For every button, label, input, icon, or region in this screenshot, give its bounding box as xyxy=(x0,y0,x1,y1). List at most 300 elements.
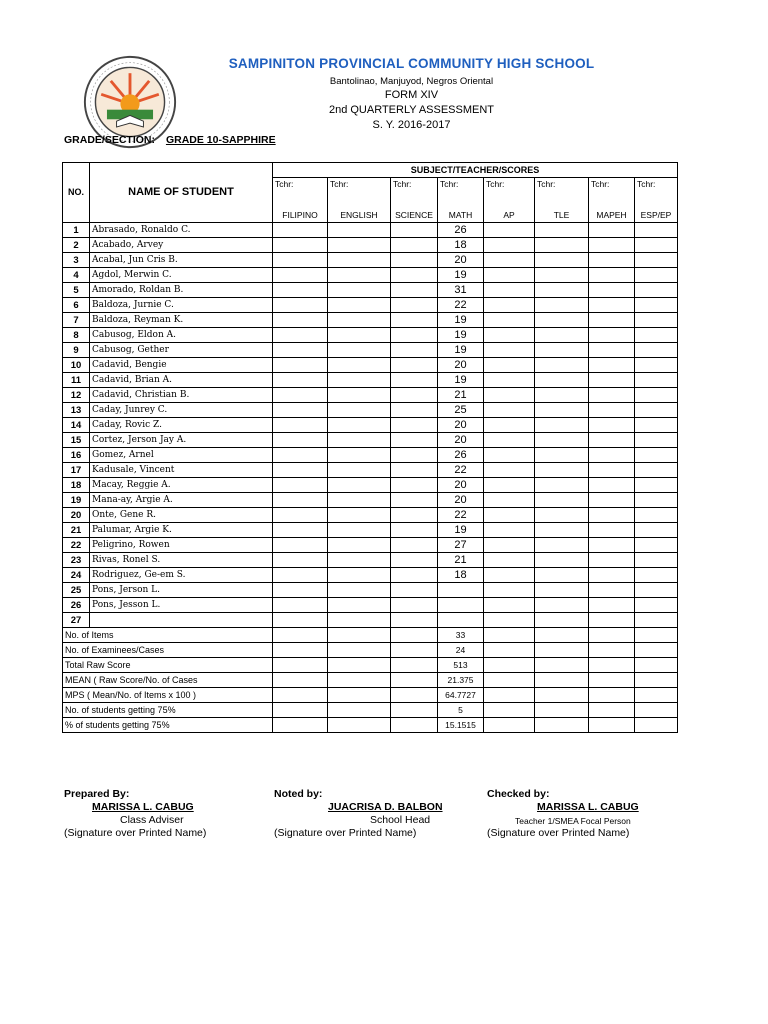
teacher-label: Tchr: xyxy=(484,178,535,209)
stat-label: MPS ( Mean/No. of Items x 100 ) xyxy=(63,688,273,703)
score-cell xyxy=(484,433,535,448)
score-cell xyxy=(391,598,438,613)
score-cell: 20 xyxy=(438,478,484,493)
score-cell xyxy=(589,238,635,253)
score-cell xyxy=(589,523,635,538)
stat-value: 64.7727 xyxy=(438,688,484,703)
stat-value xyxy=(328,628,391,643)
score-cell xyxy=(391,388,438,403)
school-name: SAMPINITON PROVINCIAL COMMUNITY HIGH SCHOOL xyxy=(228,56,595,71)
stat-row xyxy=(63,718,678,733)
score-cell xyxy=(635,388,678,403)
score-cell xyxy=(328,598,391,613)
score-cell xyxy=(328,433,391,448)
student-row xyxy=(63,313,678,328)
stat-value xyxy=(589,628,635,643)
stat-value xyxy=(328,703,391,718)
teacher-label: Tchr: xyxy=(589,178,635,209)
score-cell xyxy=(273,448,328,463)
stat-value xyxy=(328,658,391,673)
score-cell xyxy=(328,313,391,328)
score-cell xyxy=(635,508,678,523)
score-cell xyxy=(589,568,635,583)
score-cell xyxy=(535,553,589,568)
student-name: Cortez, Jerson Jay A. xyxy=(90,433,273,448)
stat-row xyxy=(63,688,678,703)
score-cell xyxy=(328,508,391,523)
student-number: 9 xyxy=(63,343,90,358)
stat-label: % of students getting 75% xyxy=(63,718,273,733)
stat-value xyxy=(484,628,535,643)
stat-value xyxy=(328,718,391,733)
stat-value xyxy=(273,658,328,673)
score-cell xyxy=(635,223,678,238)
student-row xyxy=(63,508,678,523)
noted-by-label: Noted by: xyxy=(274,788,323,800)
score-cell xyxy=(273,598,328,613)
prepared-by-title: Class Adviser xyxy=(120,814,184,826)
stat-value xyxy=(273,718,328,733)
score-cell xyxy=(635,298,678,313)
score-cell xyxy=(635,493,678,508)
score-cell xyxy=(589,298,635,313)
stat-label: No. of Examinees/Cases xyxy=(63,643,273,658)
score-cell xyxy=(273,478,328,493)
assessment-title: 2nd QUARTERLY ASSESSMENT xyxy=(328,104,495,116)
score-cell xyxy=(328,568,391,583)
student-name: Pons, Jesson L. xyxy=(90,598,273,613)
student-name: Acabal, Jun Cris B. xyxy=(90,253,273,268)
score-cell xyxy=(635,538,678,553)
score-cell: 22 xyxy=(438,298,484,313)
score-cell xyxy=(484,568,535,583)
score-cell xyxy=(589,433,635,448)
score-cell xyxy=(328,583,391,598)
student-number: 15 xyxy=(63,433,90,448)
student-row xyxy=(63,598,678,613)
score-cell xyxy=(589,553,635,568)
stat-value: 21.375 xyxy=(438,673,484,688)
prepared-by-block xyxy=(64,788,264,839)
score-cell xyxy=(635,523,678,538)
score-cell xyxy=(635,358,678,373)
stat-value xyxy=(535,628,589,643)
subject-header: ESP/EP xyxy=(635,208,678,223)
checked-by-title: Teacher 1/SMEA Focal Person xyxy=(515,816,631,826)
stat-value xyxy=(391,628,438,643)
noted-by-name: JUACRISA D. BALBON xyxy=(328,801,443,813)
student-name: Caday, Junrey C. xyxy=(90,403,273,418)
stat-value: 15.1515 xyxy=(438,718,484,733)
stat-value xyxy=(589,643,635,658)
score-cell xyxy=(635,433,678,448)
stat-value xyxy=(635,703,678,718)
score-cell xyxy=(589,283,635,298)
student-row xyxy=(63,613,678,628)
score-cell xyxy=(589,328,635,343)
student-name: Onte, Gene R. xyxy=(90,508,273,523)
stat-value xyxy=(273,673,328,688)
student-number: 8 xyxy=(63,328,90,343)
student-number: 7 xyxy=(63,313,90,328)
teacher-label: Tchr: xyxy=(273,178,328,209)
student-row xyxy=(63,583,678,598)
score-cell xyxy=(535,373,589,388)
score-cell xyxy=(589,583,635,598)
stat-value xyxy=(391,703,438,718)
stat-value xyxy=(635,628,678,643)
score-cell xyxy=(328,463,391,478)
score-cell xyxy=(535,433,589,448)
score-cell xyxy=(273,553,328,568)
student-number: 18 xyxy=(63,478,90,493)
score-cell xyxy=(328,388,391,403)
score-cell xyxy=(635,553,678,568)
score-cell xyxy=(635,598,678,613)
student-row xyxy=(63,238,678,253)
checked-by-name: MARISSA L. CABUG xyxy=(537,801,639,813)
student-number: 22 xyxy=(63,538,90,553)
score-cell xyxy=(391,343,438,358)
subject-group-header: SUBJECT/TEACHER/SCORES xyxy=(273,163,678,178)
score-cell xyxy=(484,388,535,403)
student-name: Cabusog, Gether xyxy=(90,343,273,358)
subject-header: FILIPINO xyxy=(273,208,328,223)
student-number: 25 xyxy=(63,583,90,598)
stat-value xyxy=(589,703,635,718)
student-row xyxy=(63,328,678,343)
stat-value xyxy=(635,673,678,688)
score-cell xyxy=(484,298,535,313)
score-cell xyxy=(391,463,438,478)
stat-value xyxy=(484,703,535,718)
score-cell xyxy=(328,448,391,463)
score-cell xyxy=(273,313,328,328)
student-row xyxy=(63,223,678,238)
score-cell xyxy=(535,403,589,418)
score-cell xyxy=(391,268,438,283)
student-number: 17 xyxy=(63,463,90,478)
score-cell xyxy=(391,508,438,523)
score-cell xyxy=(535,268,589,283)
stat-value xyxy=(635,718,678,733)
score-cell xyxy=(484,448,535,463)
stat-value xyxy=(391,673,438,688)
score-cell xyxy=(589,493,635,508)
score-cell: 27 xyxy=(438,538,484,553)
student-name: Rivas, Ronel S. xyxy=(90,553,273,568)
stat-value xyxy=(328,673,391,688)
score-cell xyxy=(484,478,535,493)
score-cell xyxy=(635,403,678,418)
score-cell xyxy=(635,583,678,598)
student-row xyxy=(63,253,678,268)
score-cell xyxy=(438,583,484,598)
student-row xyxy=(63,403,678,418)
student-number: 16 xyxy=(63,448,90,463)
score-cell xyxy=(484,493,535,508)
student-name: Pons, Jerson L. xyxy=(90,583,273,598)
score-cell xyxy=(589,358,635,373)
score-cell xyxy=(273,283,328,298)
score-cell xyxy=(273,568,328,583)
score-cell xyxy=(589,253,635,268)
student-row xyxy=(63,418,678,433)
score-cell xyxy=(391,418,438,433)
score-cell xyxy=(273,433,328,448)
score-cell: 18 xyxy=(438,568,484,583)
score-cell xyxy=(391,433,438,448)
checked-by-note: (Signature over Printed Name) xyxy=(487,827,630,839)
prepared-by-note: (Signature over Printed Name) xyxy=(64,827,207,839)
teacher-label: Tchr: xyxy=(328,178,391,209)
subject-header: SCIENCE xyxy=(391,208,438,223)
checked-by-label: Checked by: xyxy=(487,788,550,800)
student-number: 20 xyxy=(63,508,90,523)
checked-by-block xyxy=(487,788,687,839)
student-number: 1 xyxy=(63,223,90,238)
score-cell: 22 xyxy=(438,463,484,478)
subject-header: AP xyxy=(484,208,535,223)
score-cell xyxy=(438,598,484,613)
student-name: Caday, Rovic Z. xyxy=(90,418,273,433)
score-cell: 19 xyxy=(438,313,484,328)
score-cell: 25 xyxy=(438,403,484,418)
score-cell xyxy=(484,553,535,568)
student-name xyxy=(90,613,273,628)
score-table xyxy=(62,162,678,733)
score-cell xyxy=(391,373,438,388)
stat-value: 513 xyxy=(438,658,484,673)
score-cell xyxy=(328,358,391,373)
score-cell xyxy=(273,298,328,313)
stat-value xyxy=(535,718,589,733)
stat-label: No. of students getting 75% xyxy=(63,703,273,718)
student-name: Baldoza, Jurnie C. xyxy=(90,298,273,313)
score-cell xyxy=(535,388,589,403)
score-cell xyxy=(635,283,678,298)
score-cell: 19 xyxy=(438,523,484,538)
subject-header: MAPEH xyxy=(589,208,635,223)
student-row xyxy=(63,523,678,538)
score-cell xyxy=(391,583,438,598)
score-cell xyxy=(635,343,678,358)
student-number: 14 xyxy=(63,418,90,433)
score-cell xyxy=(273,358,328,373)
score-cell xyxy=(484,253,535,268)
grade-section xyxy=(64,134,276,146)
score-cell xyxy=(535,478,589,493)
score-cell xyxy=(535,313,589,328)
noted-by-block xyxy=(274,788,474,839)
student-number: 11 xyxy=(63,373,90,388)
score-cell xyxy=(635,568,678,583)
no-header: NO. xyxy=(63,163,90,223)
score-cell xyxy=(328,223,391,238)
stat-label: Total Raw Score xyxy=(63,658,273,673)
score-cell xyxy=(328,493,391,508)
score-cell xyxy=(484,508,535,523)
score-cell: 31 xyxy=(438,283,484,298)
student-row xyxy=(63,493,678,508)
score-cell xyxy=(484,598,535,613)
score-cell: 26 xyxy=(438,223,484,238)
score-cell xyxy=(273,343,328,358)
score-cell xyxy=(484,328,535,343)
stat-value xyxy=(589,718,635,733)
student-number: 2 xyxy=(63,238,90,253)
student-name: Macay, Reggie A. xyxy=(90,478,273,493)
score-cell xyxy=(589,418,635,433)
score-cell xyxy=(391,448,438,463)
score-cell: 20 xyxy=(438,493,484,508)
score-cell xyxy=(328,613,391,628)
score-cell xyxy=(391,223,438,238)
stat-row xyxy=(63,628,678,643)
score-cell xyxy=(391,493,438,508)
score-cell xyxy=(589,463,635,478)
score-cell xyxy=(273,238,328,253)
score-cell xyxy=(635,448,678,463)
score-cell xyxy=(635,613,678,628)
subject-header: TLE xyxy=(535,208,589,223)
score-cell xyxy=(535,598,589,613)
score-cell xyxy=(273,418,328,433)
score-cell xyxy=(328,418,391,433)
score-cell xyxy=(273,373,328,388)
stat-value xyxy=(635,643,678,658)
score-cell xyxy=(484,268,535,283)
student-name: Gomez, Arnel xyxy=(90,448,273,463)
score-cell xyxy=(535,523,589,538)
score-cell xyxy=(484,613,535,628)
score-cell xyxy=(273,388,328,403)
score-cell xyxy=(589,223,635,238)
student-row xyxy=(63,463,678,478)
student-number: 19 xyxy=(63,493,90,508)
score-cell xyxy=(273,253,328,268)
score-cell: 21 xyxy=(438,388,484,403)
teacher-label: Tchr: xyxy=(635,178,678,209)
score-cell xyxy=(391,538,438,553)
score-cell xyxy=(391,283,438,298)
stat-value xyxy=(391,688,438,703)
score-cell xyxy=(589,343,635,358)
score-cell xyxy=(391,253,438,268)
score-cell xyxy=(484,358,535,373)
score-cell xyxy=(273,493,328,508)
student-name: Cabusog, Eldon A. xyxy=(90,328,273,343)
score-cell xyxy=(484,418,535,433)
score-cell xyxy=(328,328,391,343)
score-cell xyxy=(391,478,438,493)
score-cell xyxy=(273,328,328,343)
noted-by-title: School Head xyxy=(370,814,431,826)
score-cell xyxy=(273,508,328,523)
score-cell xyxy=(328,478,391,493)
stat-value xyxy=(589,658,635,673)
student-number: 21 xyxy=(63,523,90,538)
student-number: 12 xyxy=(63,388,90,403)
student-number: 27 xyxy=(63,613,90,628)
score-cell: 19 xyxy=(438,343,484,358)
score-cell xyxy=(535,463,589,478)
score-cell xyxy=(484,343,535,358)
score-cell xyxy=(589,268,635,283)
score-cell xyxy=(535,223,589,238)
score-cell xyxy=(589,403,635,418)
student-name: Cadavid, Bengie xyxy=(90,358,273,373)
subject-header: ENGLISH xyxy=(328,208,391,223)
score-cell xyxy=(391,568,438,583)
stat-value xyxy=(484,718,535,733)
score-cell xyxy=(535,298,589,313)
stat-value xyxy=(273,688,328,703)
score-cell xyxy=(635,268,678,283)
stat-value xyxy=(484,643,535,658)
stat-row xyxy=(63,703,678,718)
score-cell xyxy=(589,538,635,553)
student-row xyxy=(63,373,678,388)
student-row xyxy=(63,343,678,358)
score-cell xyxy=(635,478,678,493)
score-cell xyxy=(328,298,391,313)
student-number: 6 xyxy=(63,298,90,313)
score-cell xyxy=(328,523,391,538)
stat-value xyxy=(484,673,535,688)
score-cell xyxy=(484,538,535,553)
score-cell xyxy=(635,328,678,343)
teacher-label: Tchr: xyxy=(438,178,484,209)
student-row xyxy=(63,568,678,583)
score-cell xyxy=(328,253,391,268)
score-cell xyxy=(273,223,328,238)
student-number: 10 xyxy=(63,358,90,373)
student-number: 13 xyxy=(63,403,90,418)
stat-value xyxy=(484,658,535,673)
score-cell xyxy=(328,343,391,358)
score-cell xyxy=(635,253,678,268)
score-cell xyxy=(535,448,589,463)
stat-value xyxy=(535,688,589,703)
stat-value xyxy=(484,688,535,703)
stat-value xyxy=(535,703,589,718)
score-cell xyxy=(391,553,438,568)
score-cell xyxy=(635,373,678,388)
stat-value: 24 xyxy=(438,643,484,658)
stat-value xyxy=(535,673,589,688)
score-cell xyxy=(535,358,589,373)
student-name: Amorado, Roldan B. xyxy=(90,283,273,298)
student-name: Cadavid, Christian B. xyxy=(90,388,273,403)
stat-value xyxy=(273,628,328,643)
subject-header: MATH xyxy=(438,208,484,223)
score-cell: 19 xyxy=(438,268,484,283)
score-cell xyxy=(484,313,535,328)
student-name: Peligrino, Rowen xyxy=(90,538,273,553)
score-cell xyxy=(391,613,438,628)
score-cell xyxy=(589,373,635,388)
score-cell xyxy=(535,583,589,598)
student-number: 26 xyxy=(63,598,90,613)
prepared-by-label: Prepared By: xyxy=(64,788,130,800)
table-header-row xyxy=(63,163,678,178)
student-number: 5 xyxy=(63,283,90,298)
score-cell xyxy=(484,583,535,598)
score-cell xyxy=(635,418,678,433)
score-cell xyxy=(484,238,535,253)
student-name: Agdol, Merwin C. xyxy=(90,268,273,283)
